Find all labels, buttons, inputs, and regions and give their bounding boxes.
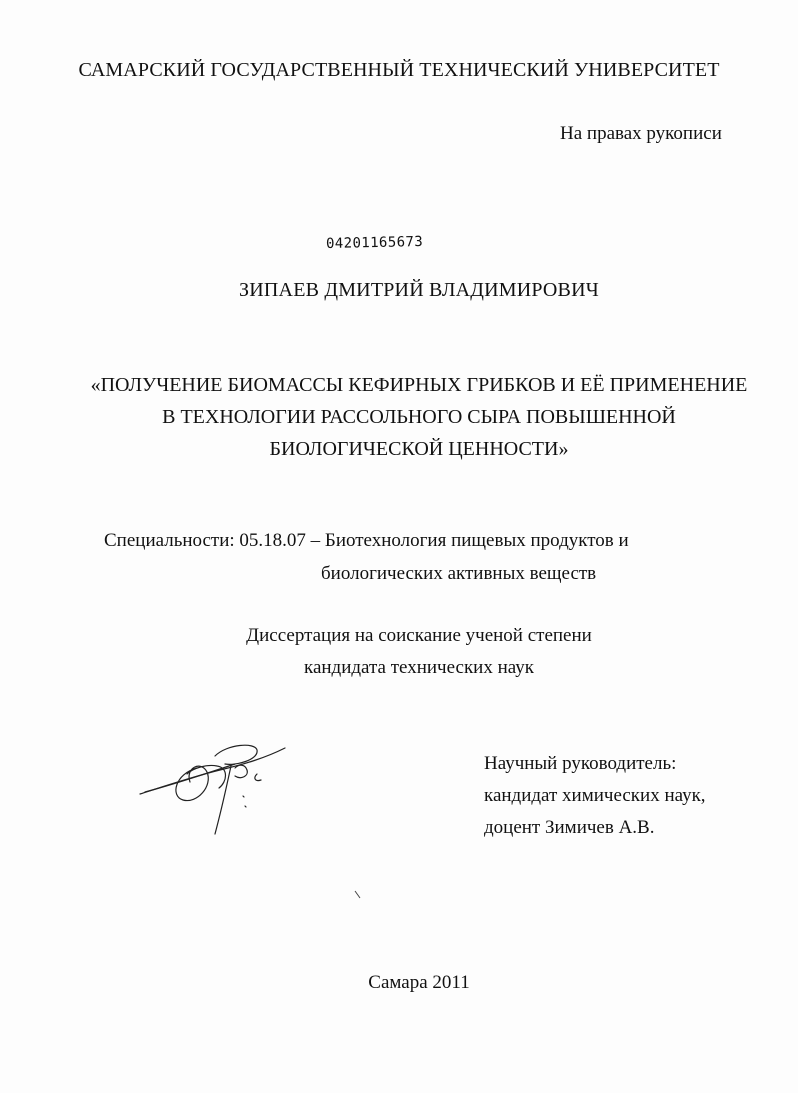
title-line-2: В ТЕХНОЛОГИИ РАССОЛЬНОГО СЫРА ПОВЫШЕННОЙ <box>162 406 676 428</box>
title-line-3: БИОЛОГИЧЕСКОЙ ЦЕННОСТИ» <box>269 438 569 460</box>
city-year: Самара 2011 <box>368 972 470 993</box>
author-name: ЗИПАЕВ ДМИТРИЙ ВЛАДИМИРОВИЧ <box>239 279 599 301</box>
dissertation-line-1: Диссертация на соискание ученой степени <box>246 625 592 646</box>
university-name: САМАРСКИЙ ГОСУДАРСТВЕННЫЙ ТЕХНИЧЕСКИЙ УНИВЕРСИТЕТ <box>78 59 720 81</box>
manuscript-note: На правах рукописи <box>560 123 722 144</box>
stray-mark <box>354 890 362 900</box>
title-line-1: «ПОЛУЧЕНИЕ БИОМАССЫ КЕФИРНЫХ ГРИБКОВ И ЕЁ ПРИМЕНЕНИЕ <box>90 374 748 396</box>
specialty-line-1: Специальности: 05.18.07 – Биотехнология пищевых продуктов и <box>104 530 629 551</box>
dissertation-line-2: кандидата технических наук <box>304 657 534 678</box>
supervisor-line-3: доцент Зимичев А.В. <box>484 817 655 838</box>
handwritten-signature-icon <box>135 734 290 839</box>
registration-code: 04201165673 <box>325 233 424 252</box>
supervisor-line-2: кандидат химических наук, <box>484 785 706 806</box>
supervisor-line-1: Научный руководитель: <box>484 753 677 774</box>
specialty-line-2: биологических активных веществ <box>321 563 597 584</box>
